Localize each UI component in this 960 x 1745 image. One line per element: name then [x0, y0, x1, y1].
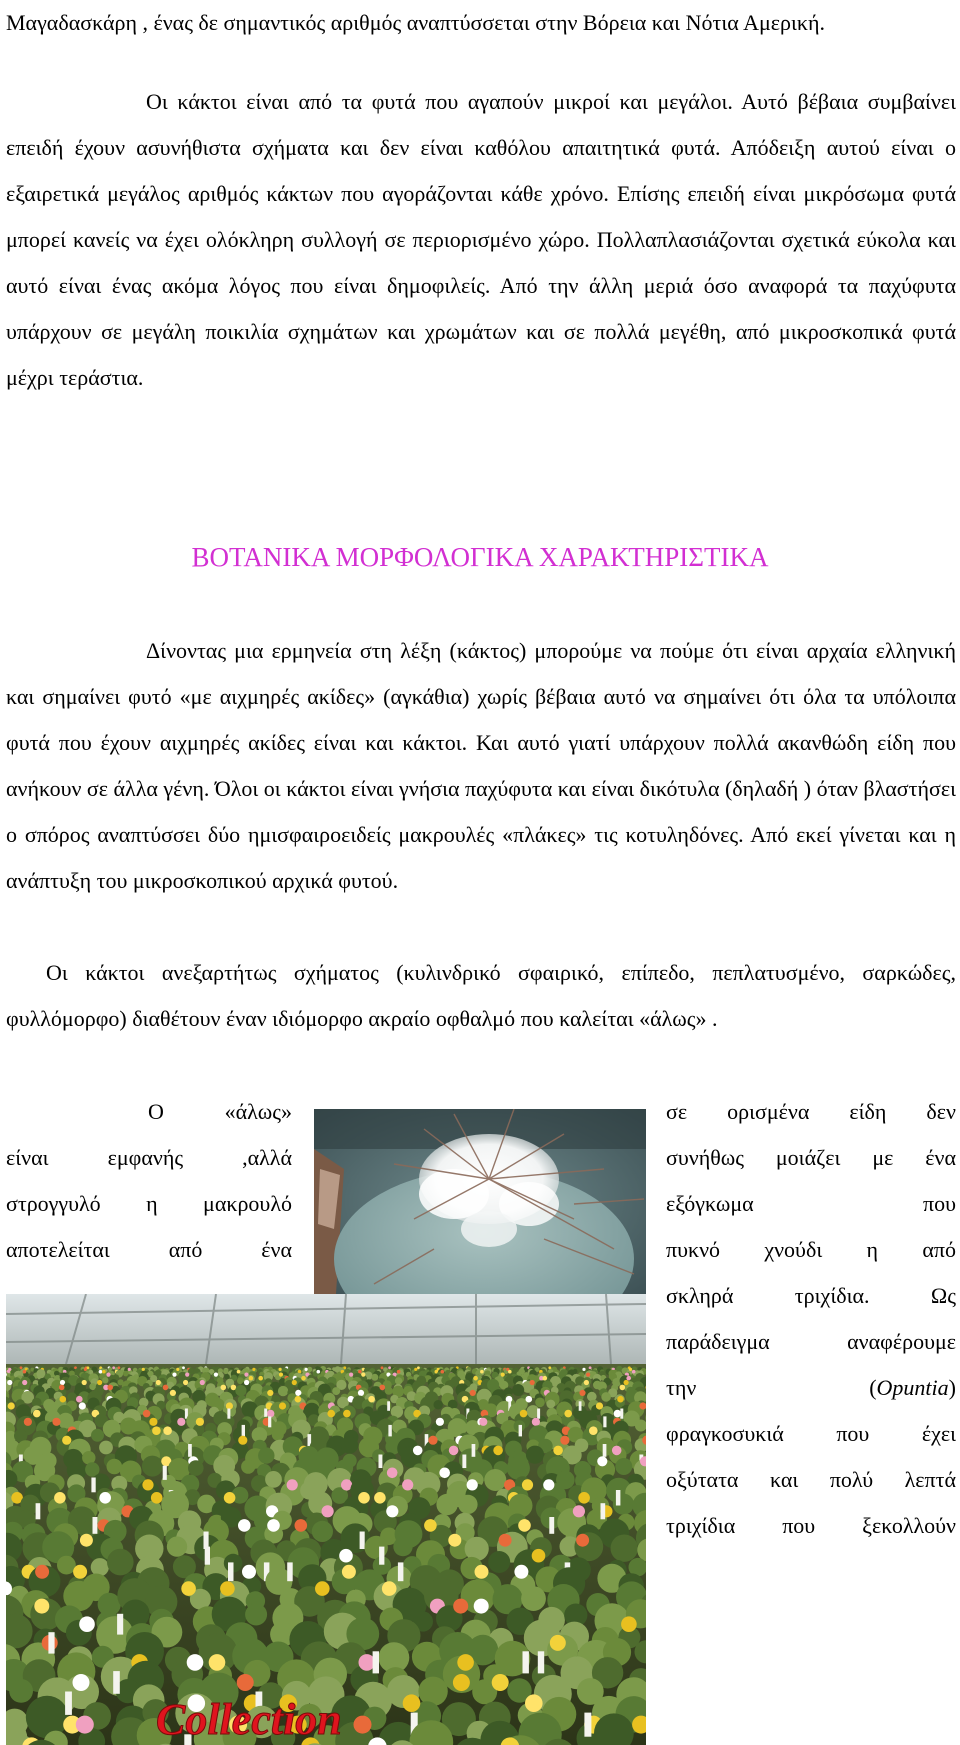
collection-flower-mark [629, 1368, 632, 1371]
collection-flower-mark [584, 1380, 589, 1385]
collection-label-tag [91, 1478, 95, 1493]
collection-flower-mark [118, 1366, 121, 1369]
collection-cactus-mark [188, 1460, 204, 1476]
opuntia-genus: Opuntia [876, 1375, 949, 1400]
collection-cactus-mark [265, 1471, 282, 1488]
collection-flower-mark [414, 1368, 417, 1371]
collection-flower-mark [448, 1534, 461, 1547]
collection-flower-mark [343, 1366, 346, 1369]
collection-label-tag [373, 1651, 379, 1673]
collection-flower-mark [242, 1565, 256, 1579]
collection-flower-mark [238, 1519, 251, 1532]
collection-cactus-mark [67, 1392, 77, 1402]
collection-flower-mark [287, 1479, 298, 1490]
left-column-text [6, 1089, 292, 1273]
collection-label-tag [584, 1713, 591, 1737]
collection-flower-mark [33, 1410, 41, 1418]
collection-flower-mark [339, 1549, 353, 1563]
collection-cactus-mark [546, 1400, 555, 1409]
right-line: πυκνό χνούδι η από [666, 1237, 956, 1262]
collection-flower-mark [322, 1505, 334, 1517]
collection-flower-mark [343, 1410, 351, 1418]
collection-flower-mark [99, 1492, 111, 1504]
collection-cactus-mark [26, 1696, 69, 1739]
collection-cactus-mark [241, 1460, 255, 1474]
collection-cactus-mark [393, 1537, 412, 1556]
collection-flower-mark [60, 1396, 67, 1403]
collection-flower-mark [80, 1534, 93, 1547]
collection-label-tag [65, 1692, 72, 1715]
collection-flower-mark [267, 1390, 273, 1396]
collection-cactus-mark [307, 1367, 312, 1372]
collection-flower-mark [475, 1565, 489, 1579]
collection-flower-mark [582, 1368, 585, 1371]
collection-flower-mark [402, 1479, 413, 1490]
collection-cactus-mark [611, 1535, 638, 1562]
collection-flower-mark [99, 1370, 103, 1374]
paragraph-halo: Οι κάκτοι ανεξαρτήτως σχήματος (κυλινδρικό σφαιρικό, επίπεδο, πεπλατυσμένο, σαρκώδες, φυλλόμορφο) διαθέτουν έναν ιδιόμορφο ακραίο οφθαλμό που καλείται «άλως» . [6, 960, 956, 1031]
collection-label-tag [36, 1503, 41, 1519]
collection-cactus-mark [507, 1457, 530, 1480]
collection-caption: Collection [156, 1695, 342, 1744]
collection-label-tag [538, 1651, 544, 1673]
collection-cactus-mark [434, 1400, 443, 1409]
collection-cactus-mark [601, 1392, 611, 1402]
collection-cactus-mark [385, 1387, 393, 1395]
collection-flower-mark [576, 1534, 589, 1547]
collection-flower-mark [473, 1376, 478, 1381]
collection-flower-mark [589, 1366, 592, 1369]
collection-flower-mark [62, 1436, 71, 1445]
collection-flower-mark [586, 1373, 590, 1377]
collection-flower-mark [34, 1599, 49, 1614]
collection-flower-mark [163, 1426, 172, 1435]
collection-cactus-mark [142, 1456, 163, 1477]
collection-flower-mark [358, 1370, 362, 1374]
collection-flower-mark [305, 1368, 308, 1371]
collection-flower-mark [358, 1492, 370, 1504]
collection-flower-mark [543, 1376, 548, 1381]
collection-flower-mark [382, 1581, 397, 1596]
collection-cactus-mark [512, 1384, 524, 1396]
collection-flower-mark [573, 1505, 585, 1517]
collection-flower-mark [112, 1366, 115, 1369]
collection-flower-mark [578, 1492, 590, 1504]
collection-label-tag [523, 1651, 529, 1673]
collection-flower-mark [84, 1368, 87, 1371]
collection-flower-mark [87, 1366, 90, 1369]
right-line: συνήθως μοιάζει με ένα [666, 1145, 956, 1170]
collection-flower-mark [97, 1380, 102, 1385]
collection-flower-mark [380, 1385, 386, 1391]
collection-flower-mark [237, 1370, 241, 1374]
collection-cactus-mark [484, 1469, 506, 1491]
collection-label-tag [379, 1547, 384, 1565]
collection-flower-mark [553, 1446, 563, 1456]
collection-flower-mark [156, 1380, 161, 1385]
collection-flower-mark [525, 1694, 543, 1712]
collection-flower-mark [244, 1380, 249, 1385]
collection-cactus-mark [436, 1494, 457, 1515]
collection-flower-mark [54, 1492, 66, 1504]
collection-flower-mark [315, 1581, 330, 1596]
paragraph-botany: Δίνοντας μια ερμηνεία στη λέξη (κάκτος) μπορούμε να πούμε ότι είναι αρχαία ελληνική και σημαίνει φυτό «με αιχμηρές ακίδες» (αγκάθια) χωρίς βέβαια αυτό να σημαίνει ότι όλα τα υπόλοιπα φυτά που έχουν αιχμηρές ακίδες είναι και κάκτοι. Και αυτό γιατί υπάρχουν πολλά ακανθώδη είδη που ανήκουν σε άλλα γένη. Όλοι οι κάκτοι είναι γνήσια παχύφυτα και είναι δικότυλα (δηλαδή ) όταν βλαστήσει ο σπόρος αναπτύσσει δύο ημισφαιροειδείς μακρουλές «πλάκες» τις κοτυληδόνες. Από εκεί γίνεται και η ανάπτυξη του μικροσκοπικού αρχικά φυτού. [6, 638, 956, 893]
collection-flower-mark [386, 1505, 398, 1517]
collection-flower-mark [224, 1492, 236, 1504]
collection-flower-mark [358, 1390, 364, 1396]
collection-flower-mark [374, 1492, 386, 1504]
collection-flower-mark [470, 1390, 476, 1396]
collection-flower-mark [424, 1519, 437, 1532]
collection-flower-mark [354, 1716, 372, 1734]
collection-flower-mark [181, 1581, 196, 1596]
collection-flower-mark [187, 1654, 204, 1671]
collection-flower-mark [163, 1385, 169, 1391]
collection-label-tag [620, 1409, 623, 1419]
right-line-opuntia [666, 1365, 956, 1411]
collection-label-tag [616, 1490, 621, 1506]
collection-flower-mark [550, 1635, 566, 1651]
collection-flower-mark [237, 1674, 254, 1691]
collection-flower-mark [317, 1370, 321, 1374]
collection-cactus-mark [526, 1446, 544, 1464]
collection-flower-mark [200, 1380, 205, 1385]
collection-cactus-mark [107, 1549, 134, 1576]
collection-flower-mark [589, 1426, 598, 1435]
collection-flower-mark [79, 1616, 95, 1632]
collection-cactus-mark [458, 1495, 477, 1514]
collection-label-tag [398, 1562, 404, 1581]
collection-cactus-mark [107, 1459, 123, 1475]
collection-flower-mark [626, 1376, 631, 1381]
collection-cactus-mark [488, 1551, 510, 1573]
collection-flower-mark [107, 1385, 113, 1391]
collection-label-tag [379, 1455, 383, 1469]
collection-flower-mark [614, 1410, 622, 1418]
paragraph-intro: Μαγαδασκάρη , ένας δε σημαντικός αριθμός αναπτύσσεται στην Βόρεια και Νότια Αμερική. [6, 10, 825, 35]
collection-flower-mark [22, 1380, 27, 1385]
collection-flower-mark [526, 1396, 533, 1403]
collection-cactus-mark [332, 1387, 340, 1395]
collection-flower-mark [428, 1436, 437, 1445]
collection-label-tag [242, 1425, 245, 1437]
collection-flower-mark [530, 1380, 535, 1385]
collection-flower-mark [102, 1370, 106, 1374]
collection-flower-mark [177, 1418, 185, 1426]
opuntia-term: (Opuntia) [869, 1375, 956, 1400]
collection-flower-mark [149, 1418, 157, 1426]
collection-cactus-mark [167, 1536, 187, 1556]
right-line: εξόγκωμα που [666, 1191, 956, 1216]
collection-flower-mark [20, 1366, 23, 1369]
collection-flower-mark [35, 1565, 49, 1579]
collection-label-tag [163, 1466, 167, 1480]
collection-flower-mark [621, 1616, 637, 1632]
collection-cactus-mark [587, 1392, 597, 1402]
collection-cactus-mark [57, 1556, 76, 1575]
collection-label-tag [579, 1401, 582, 1411]
right-column-text [666, 1089, 956, 1549]
collection-flower-mark [349, 1373, 353, 1377]
collection-flower-mark [220, 1581, 235, 1596]
collection-flower-mark [73, 1565, 87, 1579]
collection-cactus-mark [258, 1447, 274, 1463]
collection-flower-mark [579, 1390, 585, 1396]
collection-flower-mark [413, 1446, 423, 1456]
cactus-collection-photo [6, 1294, 646, 1745]
collection-label-tag [472, 1444, 476, 1457]
collection-cactus-mark [341, 1437, 358, 1454]
collection-flower-mark [279, 1402, 286, 1409]
collection-flower-mark [76, 1396, 83, 1403]
collection-flower-mark [449, 1446, 459, 1456]
collection-label-tag [93, 1517, 98, 1534]
collection-label-tag [48, 1632, 54, 1653]
collection-flower-mark [457, 1654, 474, 1671]
right-line: τριχίδια που ξεκολλούν [666, 1513, 956, 1538]
collection-label-tag [462, 1455, 466, 1469]
collection-label-tag [601, 1503, 606, 1519]
collection-flower-mark [342, 1565, 356, 1579]
collection-flower-mark [59, 1385, 65, 1391]
collection-flower-mark [151, 1492, 163, 1504]
left-line: Ο «άλως» [148, 1099, 292, 1124]
collection-flower-mark [417, 1366, 420, 1369]
collection-cactus-mark [418, 1677, 447, 1706]
collection-flower-mark [453, 1599, 468, 1614]
collection-flower-mark [238, 1436, 247, 1445]
collection-flower-mark [514, 1565, 528, 1579]
collection-flower-mark [388, 1366, 391, 1369]
collection-label-tag [519, 1425, 522, 1437]
left-line: είναι εμφανής ,αλλά [6, 1145, 292, 1170]
collection-flower-mark [231, 1385, 237, 1391]
collection-label-tag [268, 1416, 271, 1427]
collection-flower-mark [82, 1380, 87, 1385]
collection-label-tag [113, 1671, 120, 1694]
collection-label-tag [117, 1614, 123, 1635]
collection-flower-mark [624, 1380, 629, 1385]
collection-flower-mark [474, 1599, 489, 1614]
collection-label-tag [227, 1409, 230, 1419]
collection-flower-mark [24, 1418, 32, 1426]
collection-flower-mark [492, 1674, 509, 1691]
collection-flower-mark [152, 1426, 161, 1435]
collection-flower-mark [520, 1410, 528, 1418]
collection-flower-mark [295, 1396, 302, 1403]
right-line: σε ορισμένα είδη δεν [666, 1099, 956, 1124]
collection-cactus-mark [224, 1374, 230, 1380]
collection-flower-mark [143, 1410, 151, 1418]
collection-cactus-mark [99, 1441, 113, 1455]
cactus-closeup-photo [314, 1109, 646, 1294]
collection-flower-mark [172, 1373, 176, 1377]
collection-flower-mark [617, 1396, 624, 1403]
collection-flower-mark [196, 1418, 204, 1426]
collection-flower-mark [560, 1436, 569, 1445]
collection-label-tag [228, 1562, 234, 1581]
collection-flower-mark [221, 1385, 227, 1391]
collection-flower-mark [436, 1418, 444, 1426]
collection-label-tag [603, 1444, 607, 1457]
collection-flower-mark [301, 1376, 306, 1381]
collection-cactus-mark [82, 1451, 95, 1464]
collection-cactus-mark [465, 1537, 489, 1561]
collection-cactus-mark [235, 1385, 246, 1396]
collection-label-tag [360, 1532, 365, 1550]
collection-flower-mark [76, 1716, 94, 1734]
opuntia-prefix: την [666, 1375, 697, 1400]
collection-label-tag [537, 1409, 540, 1419]
collection-flower-mark [381, 1366, 384, 1369]
collection-label-tag [204, 1532, 209, 1550]
right-line: φραγκοσυκιά που έχει [666, 1421, 956, 1446]
collection-flower-mark [170, 1390, 176, 1396]
collection-cactus-mark [278, 1386, 288, 1396]
collection-flower-mark [480, 1370, 484, 1374]
collection-flower-mark [361, 1373, 365, 1377]
collection-flower-mark [597, 1456, 607, 1466]
collection-flower-mark [267, 1519, 280, 1532]
collection-cactus-mark [615, 1458, 632, 1475]
collection-flower-mark [403, 1694, 421, 1712]
collection-flower-mark [295, 1519, 308, 1532]
collection-flower-mark [252, 1368, 255, 1371]
collection-flower-mark [518, 1519, 531, 1532]
collection-flower-mark [7, 1380, 12, 1385]
collection-cactus-mark [63, 1383, 71, 1391]
collection-flower-mark [548, 1366, 551, 1369]
collection-flower-mark [368, 1396, 375, 1403]
collection-flower-mark [620, 1385, 626, 1391]
collection-flower-mark [23, 1370, 27, 1374]
collection-label-tag [549, 1517, 554, 1534]
collection-flower-mark [279, 1368, 282, 1371]
collection-flower-mark [292, 1380, 297, 1385]
collection-flower-mark [612, 1446, 622, 1456]
collection-flower-mark [209, 1654, 226, 1671]
collection-flower-mark [327, 1410, 335, 1418]
collection-flower-mark [499, 1534, 512, 1547]
collection-flower-mark [397, 1370, 401, 1374]
collection-label-tag [387, 1401, 390, 1411]
collection-flower-mark [441, 1370, 445, 1374]
collection-flower-mark [8, 1402, 15, 1409]
collection-flower-mark [532, 1418, 540, 1426]
collection-cactus-mark [521, 1586, 546, 1611]
collection-flower-mark [479, 1418, 487, 1426]
collection-cactus-mark [9, 1679, 33, 1703]
collection-flower-mark [52, 1418, 60, 1426]
collection-cactus-mark [91, 1558, 109, 1576]
collection-flower-mark [522, 1479, 533, 1490]
collection-flower-mark [73, 1674, 90, 1691]
collection-flower-mark [176, 1368, 179, 1371]
collection-label-tag [388, 1425, 391, 1437]
collection-cactus-mark [371, 1374, 378, 1381]
collection-flower-mark [79, 1402, 86, 1409]
paragraph-popularity: Οι κάκτοι είναι από τα φυτά που αγαπούν μικροί και μεγάλοι. Αυτό βέβαια συμβαίνει επειδή έχουν ασυνήθιστα σχήματα και δεν είναι καθόλου απαιτητικά φυτά. Απόδειξη αυτού είναι ο εξαιρετικά μεγάλος αριθμός κάκτων που αγοράζονται κάθε χρόνο. Επίσης επειδή είναι μικρόσωμα φυτά μπορεί κανείς να έχει ολόκληρη συλλογή σε περιορισμένο χώρο. Πολλαπλασιάζονται σχετικά εύκολα και αυτό είναι ένας ακόμα λόγος που είναι δημοφιλείς. Από την άλλη μεριά όσο αναφορά τα παχύφυτα υπάρχουν σε μεγάλη ποικιλία σχημάτων και χρωμάτων και σε πολλά μεγέθη, από μικροσκοπικά φυτά μέχρι τεράστια. [6, 89, 956, 390]
collection-cactus-mark [91, 1429, 104, 1442]
collection-cactus-mark [245, 1604, 267, 1626]
collection-flower-mark [467, 1479, 478, 1490]
collection-flower-mark [543, 1479, 554, 1490]
collection-flower-mark [106, 1373, 110, 1377]
collection-flower-mark [532, 1549, 546, 1563]
collection-flower-mark [249, 1376, 254, 1381]
right-line: παράδειγμα αναφέρουμε [666, 1329, 956, 1354]
collection-flower-mark [493, 1446, 503, 1456]
right-line: σκληρά τριχίδια. Ως [666, 1283, 956, 1308]
collection-flower-mark [267, 1410, 275, 1418]
collection-flower-mark [453, 1674, 470, 1691]
collection-cactus-mark [312, 1521, 333, 1542]
left-line: αποτελείται από ένα [6, 1237, 292, 1262]
collection-flower-mark [182, 1366, 185, 1369]
section-heading: ΒΟΤΑΝΙΚΑ ΜΟΡΦΟΛΟΓΙΚΑ ΧΑΡΑΚΤΗΡΙΣΤΙΚΑ [191, 542, 769, 572]
collection-flower-mark [214, 1373, 218, 1377]
collection-flower-mark [508, 1370, 512, 1374]
right-line: οξύτατα και πολύ λεπτά [666, 1467, 956, 1492]
collection-label-tag [188, 1444, 192, 1457]
collection-label-tag [287, 1562, 293, 1581]
collection-flower-mark [387, 1468, 398, 1479]
collection-flower-mark [564, 1410, 572, 1418]
collection-label-tag [603, 1416, 606, 1427]
collection-flower-mark [439, 1468, 450, 1479]
collection-flower-mark [185, 1373, 189, 1377]
collection-label-tag [205, 1547, 210, 1565]
collection-cactus-mark [535, 1398, 545, 1408]
collection-flower-mark [632, 1370, 636, 1374]
collection-cactus-mark [272, 1429, 284, 1441]
collection-cactus-mark [395, 1377, 402, 1384]
collection-flower-mark [128, 1368, 131, 1371]
collection-flower-mark [142, 1479, 153, 1490]
collection-flower-mark [258, 1376, 263, 1381]
left-line: στρογγυλό η μακρουλό [6, 1191, 292, 1216]
collection-flower-mark [142, 1368, 145, 1371]
